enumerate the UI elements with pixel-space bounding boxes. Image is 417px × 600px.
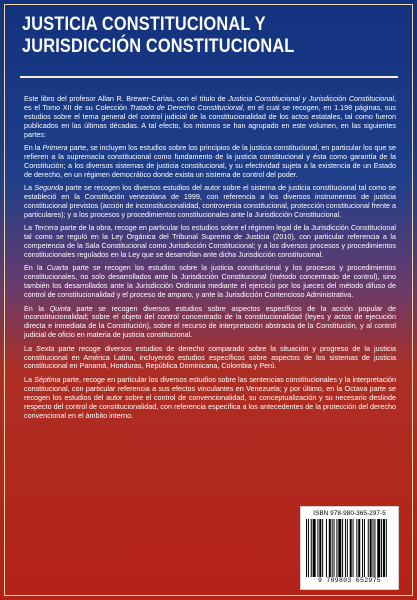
intro-text-3: , en el cual se recogen, en 1.198 páginas, sus estudios sobre el tema general del control judicial de la constitucionalidad de los actos estatales, tal como fueron publicados en las últimas décadas. A tal efecto, los mismos se han agrupado en este volumen, en las siguientes partes: xyxy=(24,102,396,139)
part-2-body: parte se recogen los diversos estudios del autor sobre el sistema de justicia constitucional tal como se estableció en la Constitución venezolana de 1999, con referencia a los diversos instrumentos de justicia constitucional previstos (acción de inconstitucionalidad, controversia constitucional, protección constitucional frente a particulares); y a los procesos y procedimientos constitucionales ante la Jurisdicción Constitucional. xyxy=(24,183,396,219)
part-2-paragraph xyxy=(24,184,396,220)
part-2-ordinal: Segunda xyxy=(34,183,64,193)
part-1-paragraph xyxy=(24,144,396,180)
part-3-body: parte de la obra, recoge en particular los estudios sobre el régimen legal de la Jurisdicción Constitucional tal como se reguló en la Ley Orgánica del Tribunal Supremo de Justicia (2010), con particular referencia a la competencia de la Sala Constitucional como Jurisdicción Constitucional; y a los diversos procesos y procedimientos constitucionales regulados en la Ley que se desarrollan ante dicha Jurisdicción constitucional. xyxy=(24,223,396,259)
part-4-lead: En la xyxy=(24,263,47,273)
title-line-1: JUSTICIA CONSTITUCIONAL Y xyxy=(22,14,266,35)
part-5-body: parte se recogen diversos estudios sobre aspectos específicos de la acción popular de inconstitucionalidad; sobre el objeto del control concentrado de la constitucionalidad (leyes y actos de ejecución directa e inmediata de la Constitución), sobre el recurso de interpretación abstracta de la Constitución, y al control judicial de oficio en materia de justicia constitucional. xyxy=(24,303,396,340)
part-5-lead: En la xyxy=(24,303,50,313)
isbn-barcode xyxy=(300,506,399,590)
intro-text-2: , es el Tomo XII de su Colección xyxy=(24,94,397,112)
part-7-body: parte, recoge en particular los diversos estudios sobre las sentencias constitucionales y la interpretación constitucional, con particular referencia a sus efectos vinculantes en Venezuela; y por último, en la Octava parte se recogen los estudios del autor sobre el control de convencionalidad, su conceptualización y su necesario deslinde respecto del control de constitucionalidad, con referencia específica a los antecedentes de la protección del derecho convencional en el ámbito interno. xyxy=(24,374,396,420)
part-1-lead: En la xyxy=(24,143,43,153)
part-7-paragraph xyxy=(24,376,396,421)
part-5-ordinal: Quinta xyxy=(49,303,71,313)
part-3-lead: La xyxy=(24,223,35,233)
part-5-paragraph xyxy=(24,305,396,341)
intro-paragraph xyxy=(24,95,396,140)
part-7-ordinal: Séptima xyxy=(34,374,61,384)
part-1-ordinal: Primera xyxy=(42,143,68,153)
part-7-lead: La xyxy=(24,374,35,384)
part-6-lead: La xyxy=(24,343,37,353)
part-4-ordinal: Cuarta xyxy=(46,263,69,273)
part-6-paragraph xyxy=(24,345,396,372)
isbn-label: ISBN 978-980-365-297-5 xyxy=(313,510,386,517)
cover-blurb xyxy=(24,95,396,425)
intro-italic-2: Tratado de Derecho Constitucional xyxy=(129,102,243,112)
title-line-2: JURISDICCIÓN CONSTITUCIONAL xyxy=(22,36,295,57)
part-3-ordinal: Tercera xyxy=(34,223,59,233)
cover-title xyxy=(22,14,349,58)
part-4-paragraph xyxy=(24,264,396,300)
part-3-paragraph xyxy=(24,224,396,260)
barcode-icon xyxy=(306,519,393,577)
title-underline xyxy=(20,76,398,78)
part-4-body: parte se recogen los estudios sobre la justicia constitucional y los procesos y procedimientos constitucionales, no solo desarrollados ante la Jurisdicción Constitucional (método concentrado de control), sino también los desarrollados ante la Jurisdicción Ordinaria mediante el ejercicio por los jueces del método difuso de control de constitucionalidad y el proceso de amparo, y ante la Jurisdicción Contencioso Administrativa. xyxy=(24,263,396,300)
barcode-digits: 9 789803 652975 xyxy=(317,577,381,584)
part-6-body: parte recoge diversos estudios de derecho comparado sobre la situación y progreso de la justicia constitucional en América Latina, incluyendo estudios específicos sobre aspectos de los sistemas de justicia constitucional en Panamá, Honduras, República Dominicana, Colombia y Perú. xyxy=(24,343,396,371)
intro-italic-1: Justicia Constitucional y Jurisdicción Constitucional xyxy=(228,94,395,103)
part-1-body: parte, se incluyen los estudios sobre los principios de la justicia constitucional, en particular los que se refieren a la supremacía constitucional como fundamento de la justicia constitucional y ésta como garantía de la Constitución; a los diversos sistemas de justicia constitucional, y su efectividad sujeta a la existencia de un Estado de derecho, en un régimen democrático donde exista un sistema de control del poder. xyxy=(24,143,396,179)
intro-text-1: Este libro del profesor Allan R. Brewer-Carías, con el título de xyxy=(24,94,229,103)
part-2-lead: La xyxy=(24,183,35,193)
part-6-ordinal: Sexta xyxy=(36,343,55,353)
